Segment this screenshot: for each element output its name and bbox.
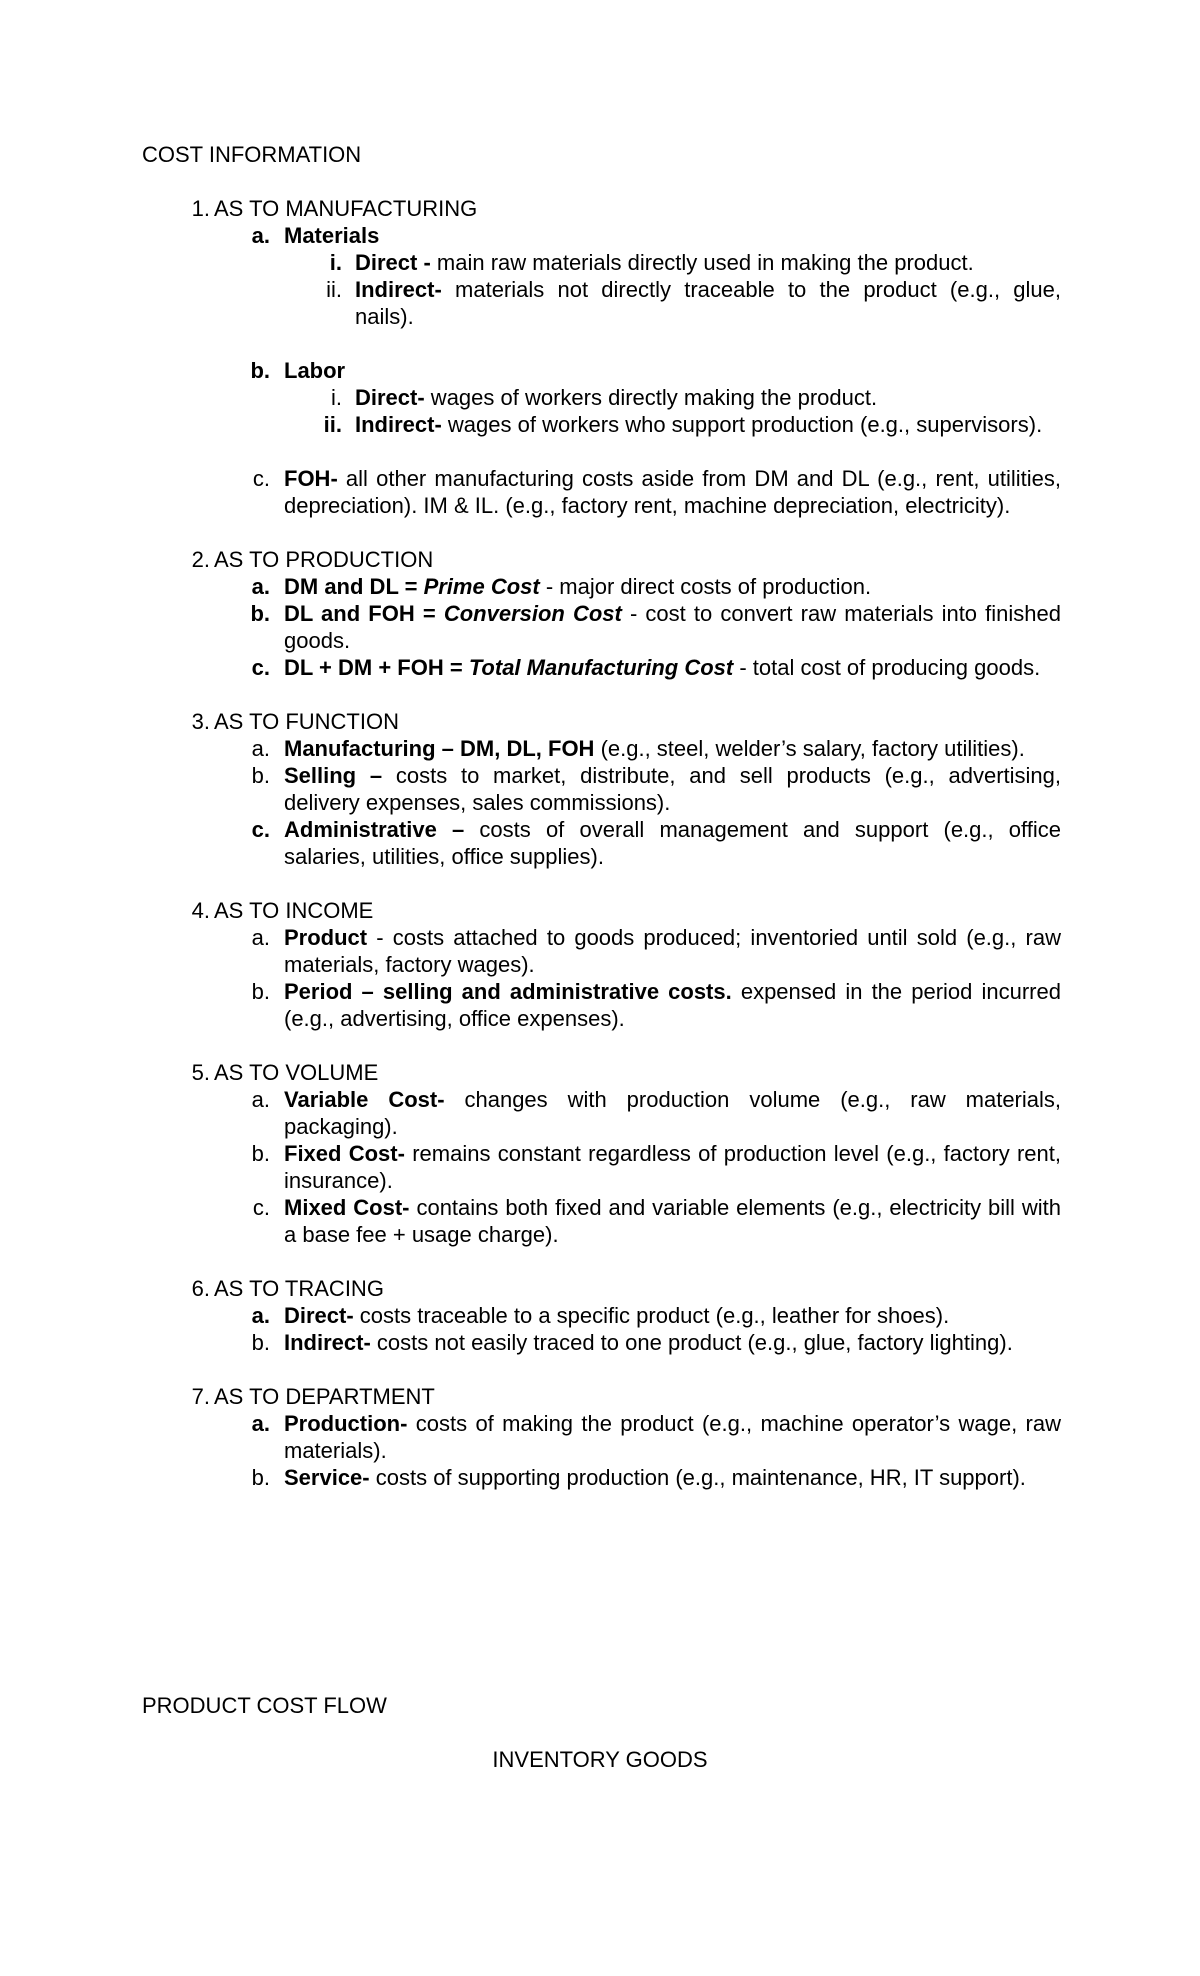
list-item-foh <box>142 465 1062 519</box>
item-marker: b. <box>250 358 270 383</box>
inventory-goods-heading: INVENTORY GOODS <box>492 1747 708 1772</box>
item-marker: b. <box>251 1465 270 1490</box>
item-marker: c. <box>252 466 270 491</box>
section-number: 1. <box>191 196 210 221</box>
item-text <box>284 573 1061 600</box>
list-item <box>142 654 1062 681</box>
list-item <box>142 573 1062 600</box>
document-body <box>142 195 1062 1518</box>
list-item-materials <box>142 222 1062 249</box>
section-number: 7. <box>191 1384 210 1409</box>
item-term: Service- <box>284 1465 370 1490</box>
item-label: Labor <box>284 358 346 383</box>
item-term: Indirect- <box>284 1330 371 1355</box>
subitem-marker: ii. <box>323 412 342 437</box>
list-item <box>142 1464 1062 1491</box>
item-marker: a. <box>251 574 270 599</box>
item-desc: costs of making the product (e.g., machine operator’s wage, raw materials). <box>284 1411 1061 1463</box>
list-item-labor <box>142 357 1062 384</box>
list-item <box>142 762 1062 816</box>
list-item <box>142 600 1062 654</box>
item-term: DM and DL = <box>284 574 424 599</box>
subitem-term: Indirect- <box>355 412 442 437</box>
section-heading <box>142 708 1062 735</box>
item-desc: (e.g., steel, welder’s salary, factory utilities). <box>594 736 1025 761</box>
item-text <box>284 600 1061 654</box>
item-desc: - total cost of producing goods. <box>733 655 1041 680</box>
item-marker: a. <box>251 736 270 761</box>
item-term: Selling – <box>284 763 383 788</box>
item-text <box>284 1464 1061 1491</box>
section-heading <box>142 1059 1062 1086</box>
item-term: Mixed Cost- <box>284 1195 410 1220</box>
section-title: AS TO MANUFACTURING <box>214 196 478 221</box>
list-item <box>142 816 1062 870</box>
subitem-text <box>355 411 1061 438</box>
item-text <box>284 1140 1061 1194</box>
item-text <box>284 762 1061 816</box>
item-desc: - costs attached to goods produced; inventoried until sold (e.g., raw materials, factory wages). <box>284 925 1061 977</box>
item-desc: costs of overall management and support (e.g., office salaries, utilities, office supplies). <box>284 817 1061 869</box>
section-tracing <box>142 1275 1062 1356</box>
section-income <box>142 897 1062 1032</box>
item-desc: costs of supporting production (e.g., maintenance, HR, IT support). <box>369 1465 1026 1490</box>
list-subitem <box>142 276 1062 330</box>
page-title: COST INFORMATION <box>142 142 362 167</box>
item-desc: expensed in the period incurred (e.g., advertising, office expenses). <box>284 979 1061 1031</box>
item-term: Production- <box>284 1411 408 1436</box>
item-marker: b. <box>251 1330 270 1355</box>
item-term: Product <box>284 925 368 950</box>
item-marker: b. <box>251 763 270 788</box>
item-term-italic: Conversion Cost <box>443 601 622 626</box>
item-text <box>284 816 1061 870</box>
subitem-desc: wages of workers directly making the product. <box>424 385 878 410</box>
section-number: 4. <box>191 898 210 923</box>
section-heading <box>142 1275 1062 1302</box>
list-item <box>142 1329 1062 1356</box>
item-marker: a. <box>251 925 270 950</box>
item-text <box>284 1302 1061 1329</box>
item-desc: costs traceable to a specific product (e.g., leather for shoes). <box>353 1303 950 1328</box>
list-item <box>142 1140 1062 1194</box>
item-desc: - cost to convert raw materials into finished goods. <box>284 601 1061 653</box>
item-marker: b. <box>250 601 270 626</box>
item-desc: costs not easily traced to one product (e.g., glue, factory lighting). <box>370 1330 1013 1355</box>
item-term: Variable Cost- <box>284 1087 445 1112</box>
item-term-italic: Total Manufacturing Cost <box>468 655 734 680</box>
subitem-desc: materials not directly traceable to the product (e.g., glue, nails). <box>355 277 1061 329</box>
subitem-marker: ii. <box>326 277 342 302</box>
section-volume <box>142 1059 1062 1248</box>
item-marker: c. <box>251 655 270 680</box>
list-item <box>142 735 1062 762</box>
item-marker: c. <box>251 817 270 842</box>
item-term: Direct- <box>284 1303 354 1328</box>
section-department <box>142 1383 1062 1491</box>
subitem-desc: wages of workers who support production (e.g., supervisors). <box>441 412 1043 437</box>
item-desc: costs to market, distribute, and sell products (e.g., advertising, delivery expenses, sales commissions). <box>284 763 1061 815</box>
section-title: AS TO INCOME <box>214 898 374 923</box>
item-term-italic: Prime Cost <box>423 574 540 599</box>
product-cost-flow-heading: PRODUCT COST FLOW <box>142 1693 387 1718</box>
subitem-text <box>355 276 1061 330</box>
list-subitem <box>142 249 1062 276</box>
item-text <box>284 1086 1061 1140</box>
item-text <box>284 465 1061 519</box>
item-desc: contains both fixed and variable elements (e.g., electricity bill with a base fee + usage charge). <box>284 1195 1061 1247</box>
section-number: 6. <box>191 1276 210 1301</box>
list-item <box>142 978 1062 1032</box>
item-text <box>284 1410 1061 1464</box>
item-term: DL + DM + FOH = <box>284 655 469 680</box>
section-title: AS TO VOLUME <box>214 1060 379 1085</box>
item-term: DL and FOH = <box>284 601 444 626</box>
section-title: AS TO TRACING <box>214 1276 384 1301</box>
item-term: Manufacturing – DM, DL, FOH <box>284 736 595 761</box>
item-text <box>284 654 1061 681</box>
list-item <box>142 1086 1062 1140</box>
section-title: AS TO DEPARTMENT <box>214 1384 435 1409</box>
section-function <box>142 708 1062 870</box>
item-desc: remains constant regardless of production level (e.g., factory rent, insurance). <box>284 1141 1061 1193</box>
section-production <box>142 546 1062 681</box>
item-text <box>284 924 1061 978</box>
subitem-term: Direct - <box>355 250 431 275</box>
subitem-marker: i. <box>329 250 342 275</box>
item-marker: b. <box>251 1141 270 1166</box>
item-term: Administrative – <box>284 817 465 842</box>
item-marker: a. <box>251 1411 270 1436</box>
section-number: 5. <box>191 1060 210 1085</box>
subitem-desc: main raw materials directly used in making the product. <box>430 250 974 275</box>
item-text <box>284 1329 1061 1356</box>
list-item <box>142 1410 1062 1464</box>
list-subitem <box>142 384 1062 411</box>
section-heading <box>142 897 1062 924</box>
item-term: Fixed Cost- <box>284 1141 405 1166</box>
list-item <box>142 924 1062 978</box>
subitem-term: Direct- <box>355 385 425 410</box>
section-heading <box>142 546 1062 573</box>
subitem-text <box>355 384 1061 411</box>
section-number: 3. <box>191 709 210 734</box>
list-item <box>142 1302 1062 1329</box>
section-heading <box>142 1383 1062 1410</box>
item-marker: a. <box>251 223 270 248</box>
item-text <box>284 735 1061 762</box>
section-heading <box>142 195 1062 222</box>
section-manufacturing <box>142 195 1062 519</box>
subitem-term: Indirect- <box>355 277 442 302</box>
item-desc: - major direct costs of production. <box>539 574 872 599</box>
item-marker: a. <box>251 1087 270 1112</box>
item-desc: changes with production volume (e.g., raw materials, packaging). <box>284 1087 1062 1139</box>
item-desc: all other manufacturing costs aside from DM and DL (e.g., rent, utilities, depreciation). IM & IL. (e.g., factory rent, machine depreciation, electricity). <box>284 466 1061 518</box>
item-text <box>284 978 1061 1032</box>
subitem-marker: i. <box>331 385 342 410</box>
section-title: AS TO FUNCTION <box>214 709 399 734</box>
list-subitem <box>142 411 1062 438</box>
item-text <box>284 1194 1061 1248</box>
item-term: FOH- <box>284 466 338 491</box>
item-marker: b. <box>251 979 270 1004</box>
item-marker: a. <box>251 1303 270 1328</box>
item-term: Period – selling and administrative costs. <box>284 979 732 1004</box>
item-marker: c. <box>252 1195 270 1220</box>
list-item <box>142 1194 1062 1248</box>
section-title: AS TO PRODUCTION <box>214 547 434 572</box>
section-number: 2. <box>191 547 210 572</box>
item-label: Materials <box>284 223 380 248</box>
subitem-text <box>355 249 1061 276</box>
